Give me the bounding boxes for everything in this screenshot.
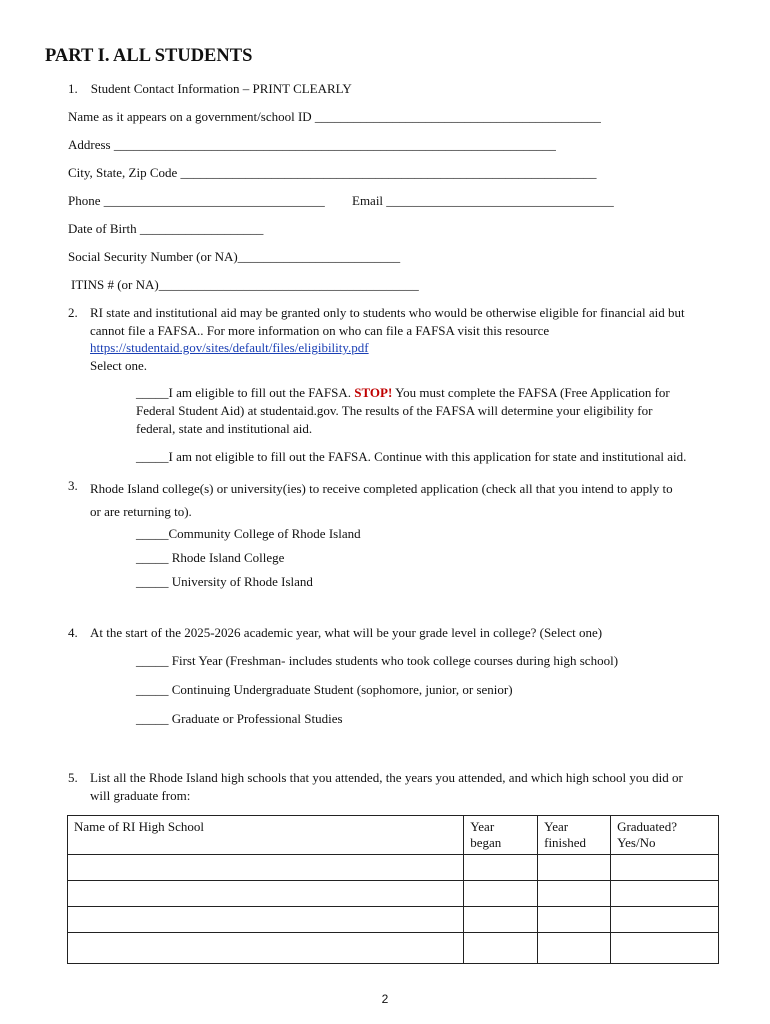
high-school-table [67,815,719,964]
stop-warning: STOP! [354,385,393,400]
fafsa-eligible-continuation: You must complete the FAFSA (Free Application for [392,385,670,400]
q2-text [90,304,730,374]
graduated-line1: Graduated? [617,819,677,834]
q5-line1: List all the Rhode Island high schools that you attended, the years you attended, and which high school you did or [90,770,683,785]
q2-line2: cannot file a FAFSA.. For more information on who can file a FAFSA visit this resource [90,322,550,338]
date-of-birth-field[interactable]: Date of Birth ___________________ [68,221,264,236]
q5-text [90,769,735,804]
q4-line1: At the start of the 2025-2026 academic year, what will be your grade level in college? (Select one) [90,625,603,640]
graduated-line2: Yes/No [617,835,656,850]
uri-option-text: _____ University of Rhode Island [136,574,313,589]
graduated-cell[interactable] [611,855,719,881]
school-name-cell[interactable] [68,881,464,907]
q4-number: 4. [68,625,78,640]
table-row [68,933,719,964]
fafsa-eligible-line2: Federal Student Aid) at studentaid.gov. The results of the FAFSA will determine your eligibility for [136,403,653,418]
q2-line1: RI state and institutional aid may be granted only to students who would be otherwise eligible for financial aid but [90,305,685,320]
q2-select: Select one. [90,357,148,373]
school-name-cell[interactable] [68,933,464,964]
year-finished-line2: finished [544,835,586,850]
table-row [68,907,719,933]
ric-option-text: _____ Rhode Island College [136,550,285,565]
year-finished-cell[interactable] [538,933,611,964]
ccri-option-text: _____Community College of Rhode Island [136,526,361,541]
year-began-cell[interactable] [464,855,538,881]
fafsa-not-eligible-text: _____I am not eligible to fill out the FAFSA. Continue with this application for state and institutional aid. [136,449,687,464]
year-began-line1: Year [470,819,495,834]
page-number: 2 [381,992,389,1006]
school-name-cell[interactable] [68,907,464,933]
continuing-undergrad-option[interactable] [136,681,513,699]
address-field[interactable]: Address ____________________________________________________________________ [68,137,556,152]
column-header-graduated [611,816,719,855]
year-finished-line1: Year [544,819,569,834]
phone-field[interactable]: Phone __________________________________ [68,193,325,208]
year-finished-cell[interactable] [538,855,611,881]
fafsa-eligible-line3: federal, state and institutional aid. [136,421,313,436]
q4-text [90,624,735,642]
column-header-school-text: Name of RI High School [74,819,204,834]
graduate-option[interactable] [136,710,343,728]
ric-option[interactable] [136,549,284,567]
graduated-cell[interactable] [611,933,719,964]
table-row [68,855,719,881]
eligibility-link[interactable]: https://studentaid.gov/sites/default/files/eligibility.pdf [90,340,369,355]
table-row [68,881,719,907]
q5-number: 5. [68,770,78,785]
year-began-cell[interactable] [464,907,538,933]
table-header-row [68,816,719,855]
first-year-option[interactable] [136,652,618,670]
graduated-cell[interactable] [611,881,719,907]
column-header-year-finished [538,816,611,855]
fafsa-eligible-line1 [136,384,670,402]
graduate-option-text: _____ Graduate or Professional Studies [136,711,343,726]
ssn-field[interactable]: Social Security Number (or NA)_________________________ [68,249,401,264]
q3-line2: or are returning to). [90,504,192,519]
q2-number: 2. [68,305,78,320]
ccri-option[interactable] [136,525,361,543]
email-field[interactable]: Email ___________________________________ [352,193,614,208]
year-began-line2: began [470,835,502,850]
column-header-school [68,816,464,855]
itins-field[interactable]: ITINS # (or NA)________________________________________ [71,277,419,292]
fafsa-eligible-option[interactable] [136,384,670,438]
q3-text [90,477,735,523]
year-finished-cell[interactable] [538,907,611,933]
year-began-cell[interactable] [464,881,538,907]
school-name-cell[interactable] [68,855,464,881]
q5-line2: will graduate from: [90,787,191,803]
q1-heading: 1. Student Contact Information – PRINT CLEARLY [68,81,352,96]
q3-number: 3. [68,478,78,493]
year-began-cell[interactable] [464,933,538,964]
uri-option[interactable] [136,573,313,591]
name-field[interactable]: Name as it appears on a government/school ID ____________________________________________ [68,109,601,124]
column-header-year-began [464,816,538,855]
page-title: PART I. ALL STUDENTS [45,46,253,66]
fafsa-not-eligible-option[interactable] [136,448,686,466]
first-year-option-text: _____ First Year (Freshman- includes students who took college courses during high school) [136,653,619,668]
continuing-undergrad-option-text: _____ Continuing Undergraduate Student (sophomore, junior, or senior) [136,682,513,697]
city-state-zip-field[interactable]: City, State, Zip Code ________________________________________________________________ [68,165,597,180]
graduated-cell[interactable] [611,907,719,933]
q3-line1: Rhode Island college(s) or university(ies) to receive completed application (check all that you intend to apply to [90,481,673,496]
fafsa-eligible-blank-text: _____I am eligible to fill out the FAFSA. [136,385,355,400]
year-finished-cell[interactable] [538,881,611,907]
